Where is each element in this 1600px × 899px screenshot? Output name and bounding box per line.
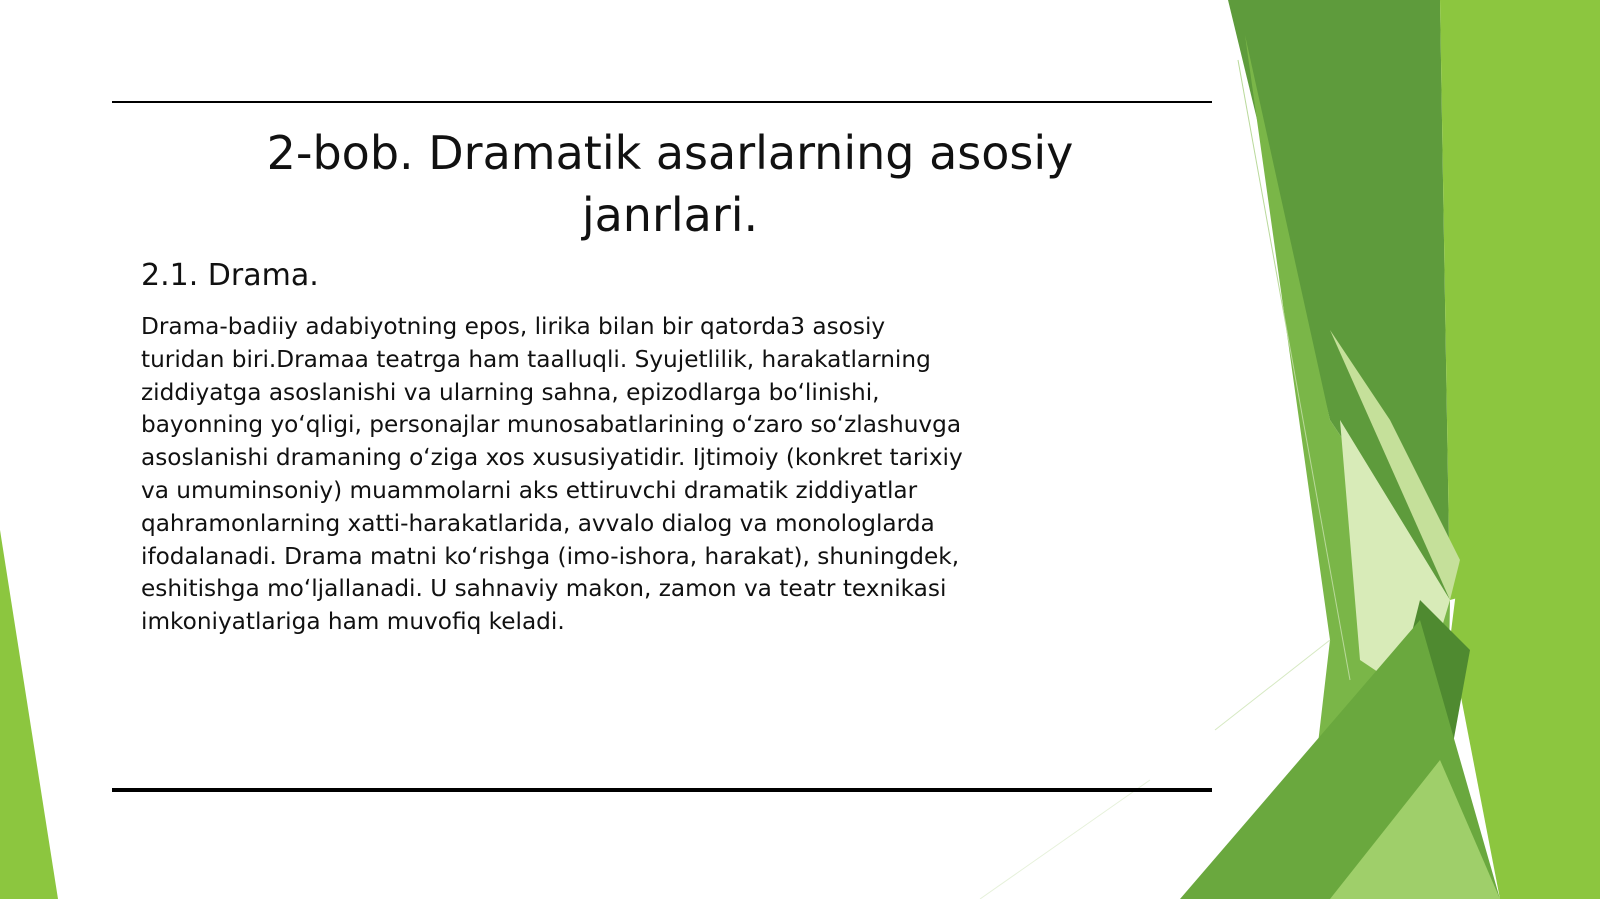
body-line: asoslanishi dramaning oʻziga xos xususiyatidir. Ijtimoiy (konkret tarixiy (141, 444, 963, 472)
thin-line-3 (980, 780, 1150, 899)
body-line: turidan biri.Dramaa teatrga ham taalluqli. Syujetlilik, harakatlarning (141, 345, 931, 373)
left-green-shard (0, 530, 58, 899)
slide-title (130, 122, 1210, 246)
body-line: bayonning yoʻqligi, personajlar munosabatlarining oʻzaro soʻzlashuvga (141, 411, 962, 439)
body-line: Drama-badiiy adabiyotning epos, lirika bilan bir qatorda3 asosiy (141, 313, 886, 340)
top-rule (112, 101, 1212, 103)
body-line: qahramonlarning xatti-harakatlarida, avvalo dialog va monologlarda (141, 509, 935, 537)
body-line: va umuminsoniy) muammolarni aks ettiruvchi dramatik ziddiyatlar (141, 476, 918, 504)
title-line-1: 2-bob. Dramatik asarlarning asosiy (266, 126, 1074, 180)
title-line-2: janrlari. (581, 188, 759, 242)
body-line: ziddiyatga asoslanishi va ularning sahna, epizodlarga boʻlinishi, (141, 378, 880, 406)
thin-line-2 (1215, 640, 1330, 730)
bottom-rule (112, 788, 1212, 792)
body-line: ifodalanadi. Drama matni koʻrishga (imo-ishora, harakat), shuningdek, (141, 542, 960, 570)
body-text (141, 311, 1201, 639)
body-line: imkoniyatlariga ham muvofiq keladi. (141, 608, 565, 636)
body-line: eshitishga moʻljallanadi. U sahnaviy makon, zamon va teatr texnikasi (141, 575, 947, 603)
section-heading: 2.1. Drama. (141, 258, 319, 293)
